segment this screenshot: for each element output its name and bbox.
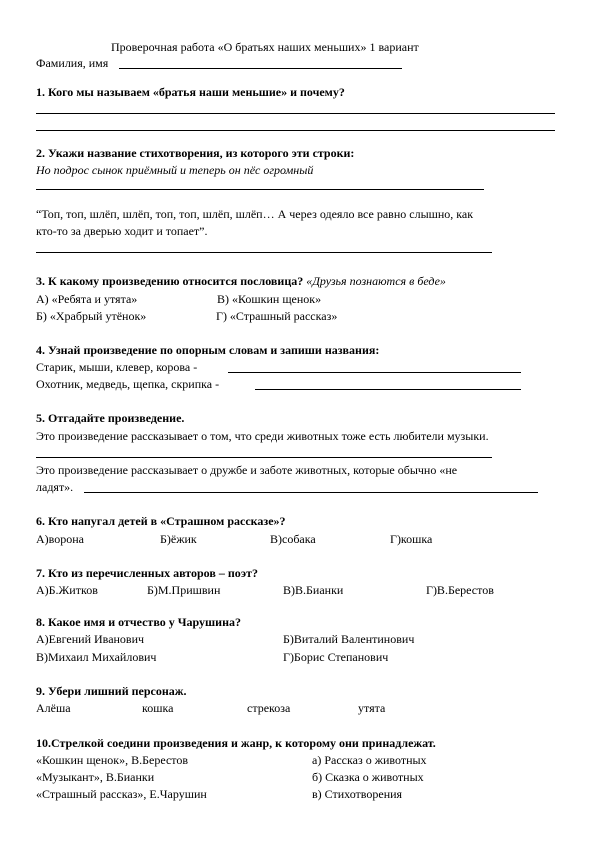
- q3-option-a[interactable]: А) «Ребята и утята»: [36, 292, 138, 306]
- q8-option-v[interactable]: В)Михаил Михайлович: [36, 650, 157, 664]
- q10-genre-a[interactable]: а) Рассказ о животных: [312, 753, 427, 767]
- question-4-line2: Охотник, медведь, щепка, скрипка -: [36, 377, 220, 391]
- question-6: 6. Кто напугал детей в «Страшном рассказе»?: [36, 514, 286, 528]
- question-9: 9. Убери лишний персонаж.: [36, 684, 187, 698]
- answer-line-5a[interactable]: [36, 457, 492, 458]
- q10-work-3[interactable]: «Страшный рассказ», Е.Чарушин: [36, 787, 207, 801]
- q3-option-g[interactable]: Г) «Страшный рассказ»: [216, 309, 338, 323]
- question-2-quote: Но подрос сынок приёмный и теперь он пёс огромный: [36, 163, 314, 177]
- question-2: 2. Укажи название стихотворения, из которого эти строки:: [36, 146, 355, 160]
- question-1: 1. Кого мы называем «братья наши меньшие» и почему?: [36, 85, 345, 99]
- answer-line-1b[interactable]: [36, 130, 555, 131]
- answer-line-2b[interactable]: [36, 252, 492, 253]
- question-5-line1: Это произведение рассказывает о том, что среди животных тоже есть любители музыки.: [36, 429, 489, 443]
- q8-option-a[interactable]: А)Евгений Иванович: [36, 632, 145, 646]
- q9-option-1[interactable]: Алёша: [36, 701, 71, 715]
- q10-work-2[interactable]: «Музыкант», В.Бианки: [36, 770, 155, 784]
- q9-option-3[interactable]: стрекоза: [247, 701, 291, 715]
- q6-option-g[interactable]: Г)кошка: [390, 532, 433, 546]
- q6-option-b[interactable]: Б)ёжик: [160, 532, 197, 546]
- q7-option-g[interactable]: Г)В.Берестов: [426, 583, 494, 597]
- q10-work-1[interactable]: «Кошкин щенок», В.Берестов: [36, 753, 189, 767]
- question-4: 4. Узнай произведение по опорным словам и запиши названия:: [36, 343, 380, 357]
- answer-line-1a[interactable]: [36, 113, 555, 114]
- q8-option-g[interactable]: Г)Борис Степанович: [283, 650, 389, 664]
- question-8: 8. Какое имя и отчество у Чарушина?: [36, 615, 241, 629]
- q6-option-v[interactable]: В)собака: [270, 532, 316, 546]
- q7-option-v[interactable]: В)В.Бианки: [283, 583, 344, 597]
- question-3-proverb: «Друзья познаются в беде»: [306, 274, 446, 288]
- q6-option-a[interactable]: А)ворона: [36, 532, 84, 546]
- question-5: 5. Отгадайте произведение.: [36, 411, 185, 425]
- question-5-line2: Это произведение рассказывает о дружбе и заботе животных, которые обычно «не: [36, 463, 458, 477]
- question-2-extra-line2: кто-то за дверью ходит и топает”.: [36, 224, 208, 238]
- q3-option-b[interactable]: Б) «Храбрый утёнок»: [36, 309, 147, 323]
- question-3-text: 3. К какому произведению относится пословица?: [36, 274, 304, 288]
- question-5-line3: ладят».: [36, 480, 74, 494]
- name-answer-line[interactable]: [119, 68, 402, 69]
- q9-option-2[interactable]: кошка: [142, 701, 174, 715]
- answer-line-4b[interactable]: [255, 389, 521, 390]
- question-10: 10.Стрелкой соедини произведения и жанр, к которому они принадлежат.: [36, 736, 436, 750]
- answer-line-2a[interactable]: [36, 189, 484, 190]
- q3-option-v[interactable]: В) «Кошкин щенок»: [217, 292, 322, 306]
- question-4-line1: Старик, мыши, клевер, корова -: [36, 360, 198, 374]
- q10-genre-b[interactable]: б) Сказка о животных: [312, 770, 424, 784]
- answer-line-5b[interactable]: [84, 492, 538, 493]
- q8-option-b[interactable]: Б)Виталий Валентинович: [283, 632, 415, 646]
- name-label: Фамилия, имя: [36, 56, 109, 70]
- q9-option-4[interactable]: утята: [358, 701, 386, 715]
- answer-line-4a[interactable]: [228, 372, 521, 373]
- question-3: [36, 274, 446, 288]
- q10-genre-v[interactable]: в) Стихотворения: [312, 787, 403, 801]
- q7-option-b[interactable]: Б)М.Пришвин: [147, 583, 221, 597]
- page-title: Проверочная работа «О братьях наших меньших» 1 вариант: [111, 40, 419, 54]
- question-2-extra-line1: “Топ, топ, шлёп, шлёп, топ, топ, шлёп, шлёп… А через одеяло все равно слышно, как: [36, 207, 474, 221]
- question-7: 7. Кто из перечисленных авторов – поэт?: [36, 566, 258, 580]
- q7-option-a[interactable]: А)Б.Житков: [36, 583, 98, 597]
